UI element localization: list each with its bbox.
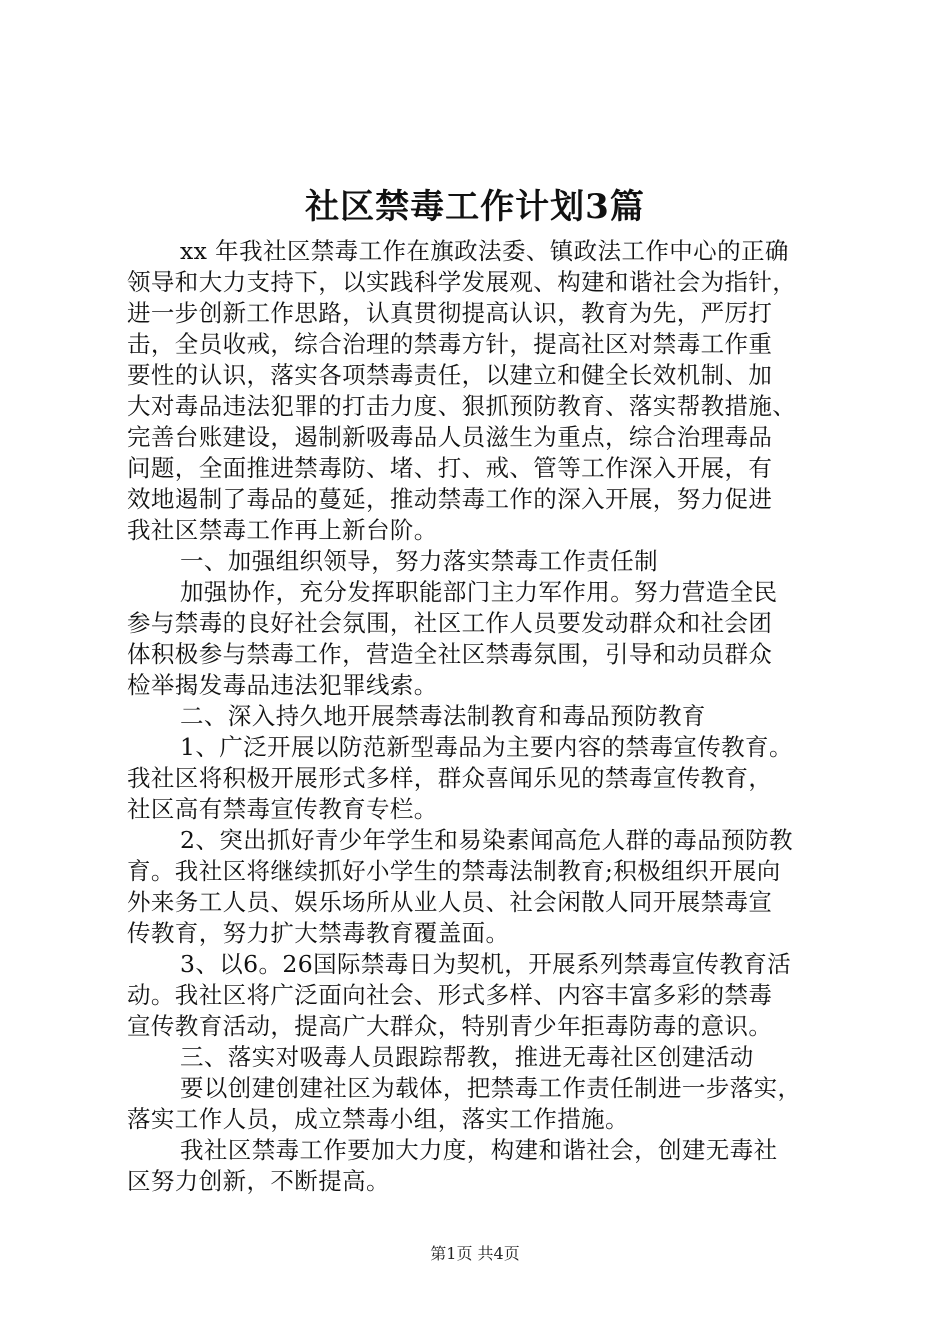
paragraph-line: 动。我社区将广泛面向社会、形式多样、内容丰富多彩的禁毒 xyxy=(127,981,773,1009)
document-body xyxy=(127,236,827,1197)
paragraph-line: 社区高有禁毒宣传教育专栏。 xyxy=(127,795,438,823)
paragraph-line: xx 年我社区禁毒工作在旗政法委、镇政法工作中心的正确 xyxy=(180,237,789,265)
paragraph-line: 传教育，努力扩大禁毒教育覆盖面。 xyxy=(127,919,510,947)
section-heading: 三、落实对吸毒人员跟踪帮教，推进无毒社区创建活动 xyxy=(180,1043,754,1071)
paragraph-line: 3、以6。26国际禁毒日为契机，开展系列禁毒宣传教育活 xyxy=(180,950,792,978)
paragraph-line: 完善台账建设，遏制新吸毒品人员滋生为重点，综合治理毒品 xyxy=(127,423,773,451)
paragraph-line: 要以创建创建社区为载体，把禁毒工作责任制进一步落实， xyxy=(180,1074,802,1102)
paragraph-line: 参与禁毒的良好社会氛围，社区工作人员要发动群众和社会团 xyxy=(127,609,773,637)
paragraph-line: 要性的认识，落实各项禁毒责任，以建立和健全长效机制、加 xyxy=(127,361,773,389)
paragraph-line: 育。我社区将继续抓好小学生的禁毒法制教育;积极组织开展向 xyxy=(127,857,781,885)
paragraph-line: 大对毒品违法犯罪的打击力度、狠抓预防教育、落实帮教措施、 xyxy=(127,392,797,420)
paragraph-line: 领导和大力支持下，以实践科学发展观、构建和谐社会为指针， xyxy=(127,268,797,296)
paragraph-line: 区努力创新，不断提高。 xyxy=(127,1167,390,1195)
paragraph-line: 击，全员收戒，综合治理的禁毒方针，提高社区对禁毒工作重 xyxy=(127,330,773,358)
paragraph-line: 我社区禁毒工作再上新台阶。 xyxy=(127,516,438,544)
section-heading: 一、加强组织领导，努力落实禁毒工作责任制 xyxy=(180,547,658,575)
paragraph-line: 体积极参与禁毒工作，营造全社区禁毒氛围，引导和动员群众 xyxy=(127,640,773,668)
paragraph-line: 问题，全面推进禁毒防、堵、打、戒、管等工作深入开展，有 xyxy=(127,454,773,482)
paragraph-line: 落实工作人员，成立禁毒小组，落实工作措施。 xyxy=(127,1105,629,1133)
paragraph-line: 2、突出抓好青少年学生和易染素闻高危人群的毒品预防教 xyxy=(180,826,793,854)
paragraph-line: 加强协作，充分发挥职能部门主力军作用。努力营造全民 xyxy=(180,578,778,606)
document-title: 社区禁毒工作计划3篇 xyxy=(305,187,645,227)
paragraph-line: 进一步创新工作思路，认真贯彻提高认识，教育为先，严厉打 xyxy=(127,299,773,327)
paragraph-line: 效地遏制了毒品的蔓延，推动禁毒工作的深入开展，努力促进 xyxy=(127,485,773,513)
paragraph-line: 1、广泛开展以防范新型毒品为主要内容的禁毒宣传教育。 xyxy=(180,733,793,761)
paragraph-line: 宣传教育活动，提高广大群众，特别青少年拒毒防毒的意识。 xyxy=(127,1012,773,1040)
page-number-footer: 第1页 共4页 xyxy=(430,1244,520,1263)
section-heading: 二、深入持久地开展禁毒法制教育和毒品预防教育 xyxy=(180,702,706,730)
paragraph-line: 检举揭发毒品违法犯罪线索。 xyxy=(127,671,438,699)
paragraph-line: 我社区禁毒工作要加大力度，构建和谐社会，创建无毒社 xyxy=(180,1136,778,1164)
paragraph-line: 外来务工人员、娱乐场所从业人员、社会闲散人同开展禁毒宣 xyxy=(127,888,773,916)
paragraph-line: 我社区将积极开展形式多样，群众喜闻乐见的禁毒宣传教育， xyxy=(127,764,773,792)
